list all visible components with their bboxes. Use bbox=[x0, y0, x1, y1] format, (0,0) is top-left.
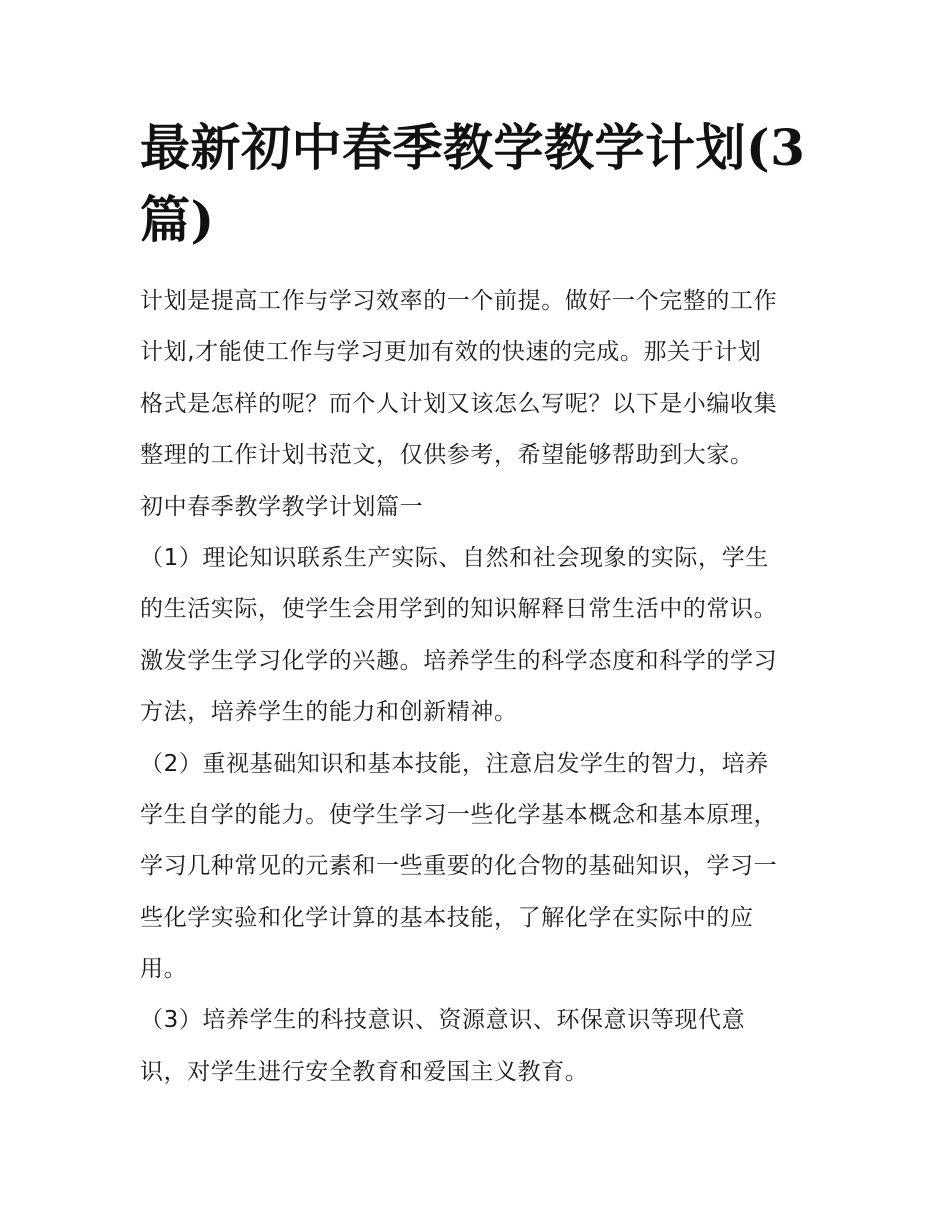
point-2-line: 用。 bbox=[140, 956, 188, 983]
document-body bbox=[140, 276, 840, 1098]
point-1-line: （1）理论知识联系生产实际、自然和社会现象的实际，学生 bbox=[140, 544, 769, 571]
point-1-line: 激发学生学习化学的兴趣。培养学生的科学态度和科学的学习 bbox=[140, 647, 778, 674]
point-2-line: 学生自学的能力。使学生学习一些化学基本概念和基本原理， bbox=[140, 801, 778, 828]
intro-line: 格式是怎样的呢？而个人计划又该怎么写呢？以下是小编收集 bbox=[140, 390, 778, 417]
intro-line: 计划,才能使工作与学习更加有效的快速的完成。那关于计划 bbox=[140, 339, 762, 366]
point-2-line: 些化学实验和化学计算的基本技能，了解化学在实际中的应 bbox=[140, 904, 754, 931]
intro-line: 计划是提高工作与学习效率的一个前提。做好一个完整的工作 bbox=[140, 288, 778, 314]
section-heading: 初中春季教学教学计划篇一 bbox=[140, 493, 424, 520]
point-2-line: （2）重视基础知识和基本技能，注意启发学生的智力，培养 bbox=[140, 750, 769, 777]
point-2-line: 学习几种常见的元素和一些重要的化合物的基础知识，学习一 bbox=[140, 853, 778, 880]
point-3-line: （3）培养学生的科技意识、资源意识、环保意识等现代意 bbox=[140, 1007, 746, 1034]
document-title: 最新初中春季教学教学计划(3篇) bbox=[140, 118, 806, 249]
point-1-line: 的生活实际，使学生会用学到的知识解释日常生活中的常识。 bbox=[140, 596, 778, 623]
intro-line: 整理的工作计划书范文，仅供参考，希望能够帮助到大家。 bbox=[140, 442, 754, 469]
point-3-line: 识，对学生进行安全教育和爱国主义教育。 bbox=[140, 1058, 589, 1085]
point-1-line: 方法，培养学生的能力和创新精神。 bbox=[140, 699, 518, 726]
